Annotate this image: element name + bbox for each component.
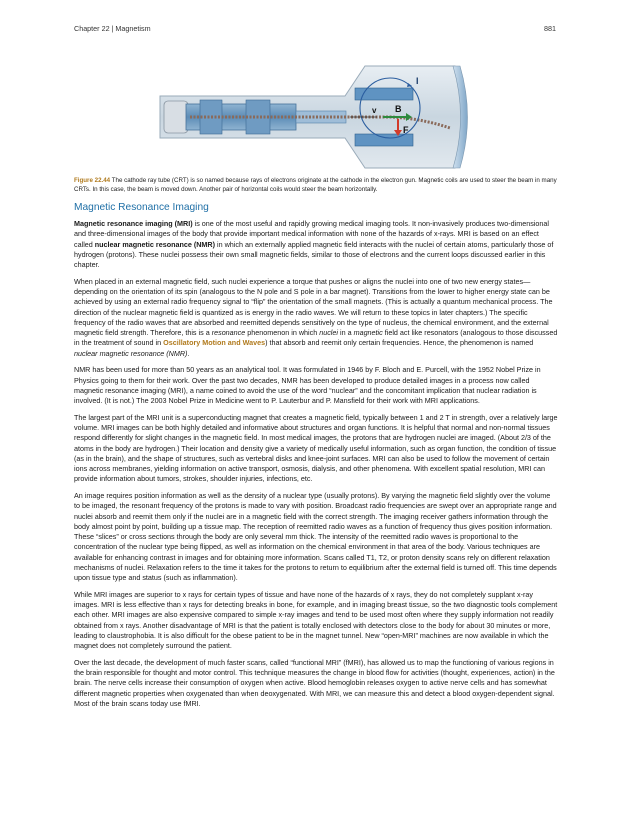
force-label: F: [403, 125, 409, 135]
figure-number: Figure 22.44: [74, 177, 111, 184]
figure-caption: [74, 177, 558, 194]
velocity-label: v: [372, 106, 377, 115]
page-number: 881: [544, 24, 556, 33]
term-mri: Magnetic resonance imaging (MRI): [74, 219, 193, 228]
paragraph-5: An image requires position information as well as the density of a nuclear type (usually protons). By varying the magnetic field slightly over the volume to be imaged, the resonant frequency of the protons is made to vary with position. Broadcast radio frequencies are swept over an appropriate range and nuclei absorb and reemit them only if the nuclei are in a magnetic field with the correct strength. The imaging receiver gathers information through the body almost point by point, building up a tissue map. The reception of reemitted radio waves as a function of frequency thus gives position information. These “slices” or cross sections through the body are only several mm thick. The intensity of the reemitted radio waves is proportional to the concentration of the nuclear type being flipped, as well as information on the chemical environment in that area of the body. Various techniques are available for enhancing contrast in images and for obtaining more information. Scans called T1, T2, or proton density scans rely on different relaxation mechanisms of nuclei. Relaxation refers to the time it takes for the protons to return to equilibrium after the external field is turned off. This time depends upon tissue type and status (such as inflammation).: [74, 491, 557, 582]
body-text: [74, 219, 558, 716]
section-heading: Magnetic Resonance Imaging: [74, 202, 209, 213]
current-label: I: [416, 76, 419, 86]
figure-caption-text: The cathode ray tube (CRT) is so named because rays of electrons originate at the cathode in the electron gun. Magnetic coils are used to steer the beam in many CRTs. In this case, the beam is moved down. Another pair of horizontal coils would steer the beam horizontally.: [74, 177, 557, 193]
text: is one of the most useful and rapidly growing medical imaging tools. It non-invasively produces two-dimensional and three-dimensional images of the body that provide important medical information with none of the hazards of x-rays. MRI is based on an effect called: [74, 219, 549, 249]
crt-figure: [150, 62, 480, 172]
paragraph-3: NMR has been used for more than 50 years as an analytical tool. It was formulated in 1946 by F. Bloch and E. Purcell, with the 1952 Nobel Prize in Physics going to them for their work. Over the past two decades, NMR has been developed to produce detailed images in a process now called magnetic resonance imaging (MRI), a name coined to avoid the use of the word “nuclear” and the concomitant implication that nuclear radiation is involved. (It is not.) The 2003 Nobel Prize in Medicine went to P. Lauterbur and P. Mansfield for their work with MRI applications.: [74, 365, 541, 405]
text: field act like resonators (analogous to those discussed in the treatment of sound in: [74, 328, 558, 348]
deflection-coil-bottom: [355, 134, 413, 146]
emphasis-resonance: resonance: [211, 328, 246, 337]
term-nmr: nuclear magnetic resonance (NMR): [94, 239, 216, 249]
paragraph-6: While MRI images are superior to x rays for certain types of tissue and have none of the hazards of x rays, they do not completely supplant x-ray images. MRI is less effective than x rays for detecting breaks in bone, for example, and in imaging breast tissue, so the two diagnostic tools complement each other. MRI images are also expensive compared to simple x-ray images and tend to be used most often where they supply information not readily obtained from x rays. Another disadvantage of MRI is that the patient is totally enclosed with detectors close to the body for about 30 minutes or more, leading to claustrophobia. It is also difficult for the obese patient to be in the magnet tunnel. New “open-MRI” machines are now available in which the magnet does not completely surround the patient.: [74, 589, 558, 650]
chapter-title: Chapter 22 | Magnetism: [74, 24, 151, 33]
paragraph-2: [74, 277, 558, 359]
text: in a: [337, 328, 354, 337]
field-label: B: [395, 104, 402, 114]
emphasis-nuclei: nuclei: [319, 328, 338, 337]
paragraph-7: Over the last decade, the development of much faster scans, called “functional MRI” (fMRI), has allowed us to map the functioning of various regions in the brain responsible for thought and motor control. This technique measures the change in blood flow for activities (thought, experiences, action) in the brain. The nerve cells increase their consumption of oxygen when active. Blood hemoglobin releases oxygen to active nerve cells and has somewhat different magnetic properties when oxygenated than when deoxygenated. With MRI, we can measure this and detect a blood oxygen-dependent signal. Most of the brain scans today use fMRI.: [74, 657, 555, 708]
link-oscillatory-motion-and-waves[interactable]: Oscillatory Motion and Waves: [163, 338, 266, 348]
emphasis-magnetic: magnetic: [353, 328, 383, 337]
emphasis-nmr: nuclear magnetic resonance (NMR): [74, 348, 188, 358]
paragraph-1: [74, 219, 558, 270]
paragraph-4: The largest part of the MRI unit is a superconducting magnet that creates a magnetic field, typically between 1 and 2 T in strength, over a relatively large volume. MRI images can be both highly detailed and informative about structures and organ functions. It is helpful that normal and non-normal tissues respond differently for slight changes in the magnetic field. In most medical images, the protons that are hydrogen nuclei are imaged. (About 2/3 of the atoms in the body are hydrogen.) Their location and density give a variety of medically useful information, such as organ function, the condition of tissue (as in the brain), and the shape of structures, such as vertebral disks and knee-joint surfaces. MRI can also be used to follow the movement of certain ions across membranes, yielding information on active transport, osmosis, dialysis, and other phenomena. With excellent spatial resolution, MRI can provide information about tumors, strokes, shoulder injuries, infections, etc.: [74, 412, 558, 484]
text: When placed in an external magnetic field, such nuclei experience a torque that pushes or aligns the nuclei into one of two new energy states—depending on the orientation of its spin (analogous to the N pole and S pole in a bar magnet). Transitions from the lower to higher energy state can be achieved by using an external radio frequency signal to “flip” the orientation of the small magnets. (This is actually a quantum mechanical process. The direction of the nuclear magnetic field is quantized as is energy in the radio waves. We will return to these topics in later chapters.) The specific frequency of the radio waves that are absorbed and reemitted depends sensitively on the type of nucleus, the chemical environment, and the external magnetic field strength. Therefore, this is a: [74, 276, 553, 337]
text: in which an externally applied magnetic field interacts with the nuclei of certain atoms, particularly those of hydrogen (protons). These nuclei possess their own small magnetic fields, similar to those of electrons and the current loops discussed earlier in this chapter.: [74, 239, 554, 269]
cathode-housing: [164, 101, 188, 133]
text: phenomenon in which: [245, 328, 320, 337]
text: .: [187, 348, 190, 358]
page-header: [74, 24, 556, 36]
text: ) that absorb and reemit only certain frequencies. Hence, the phenomenon is named: [265, 338, 534, 348]
